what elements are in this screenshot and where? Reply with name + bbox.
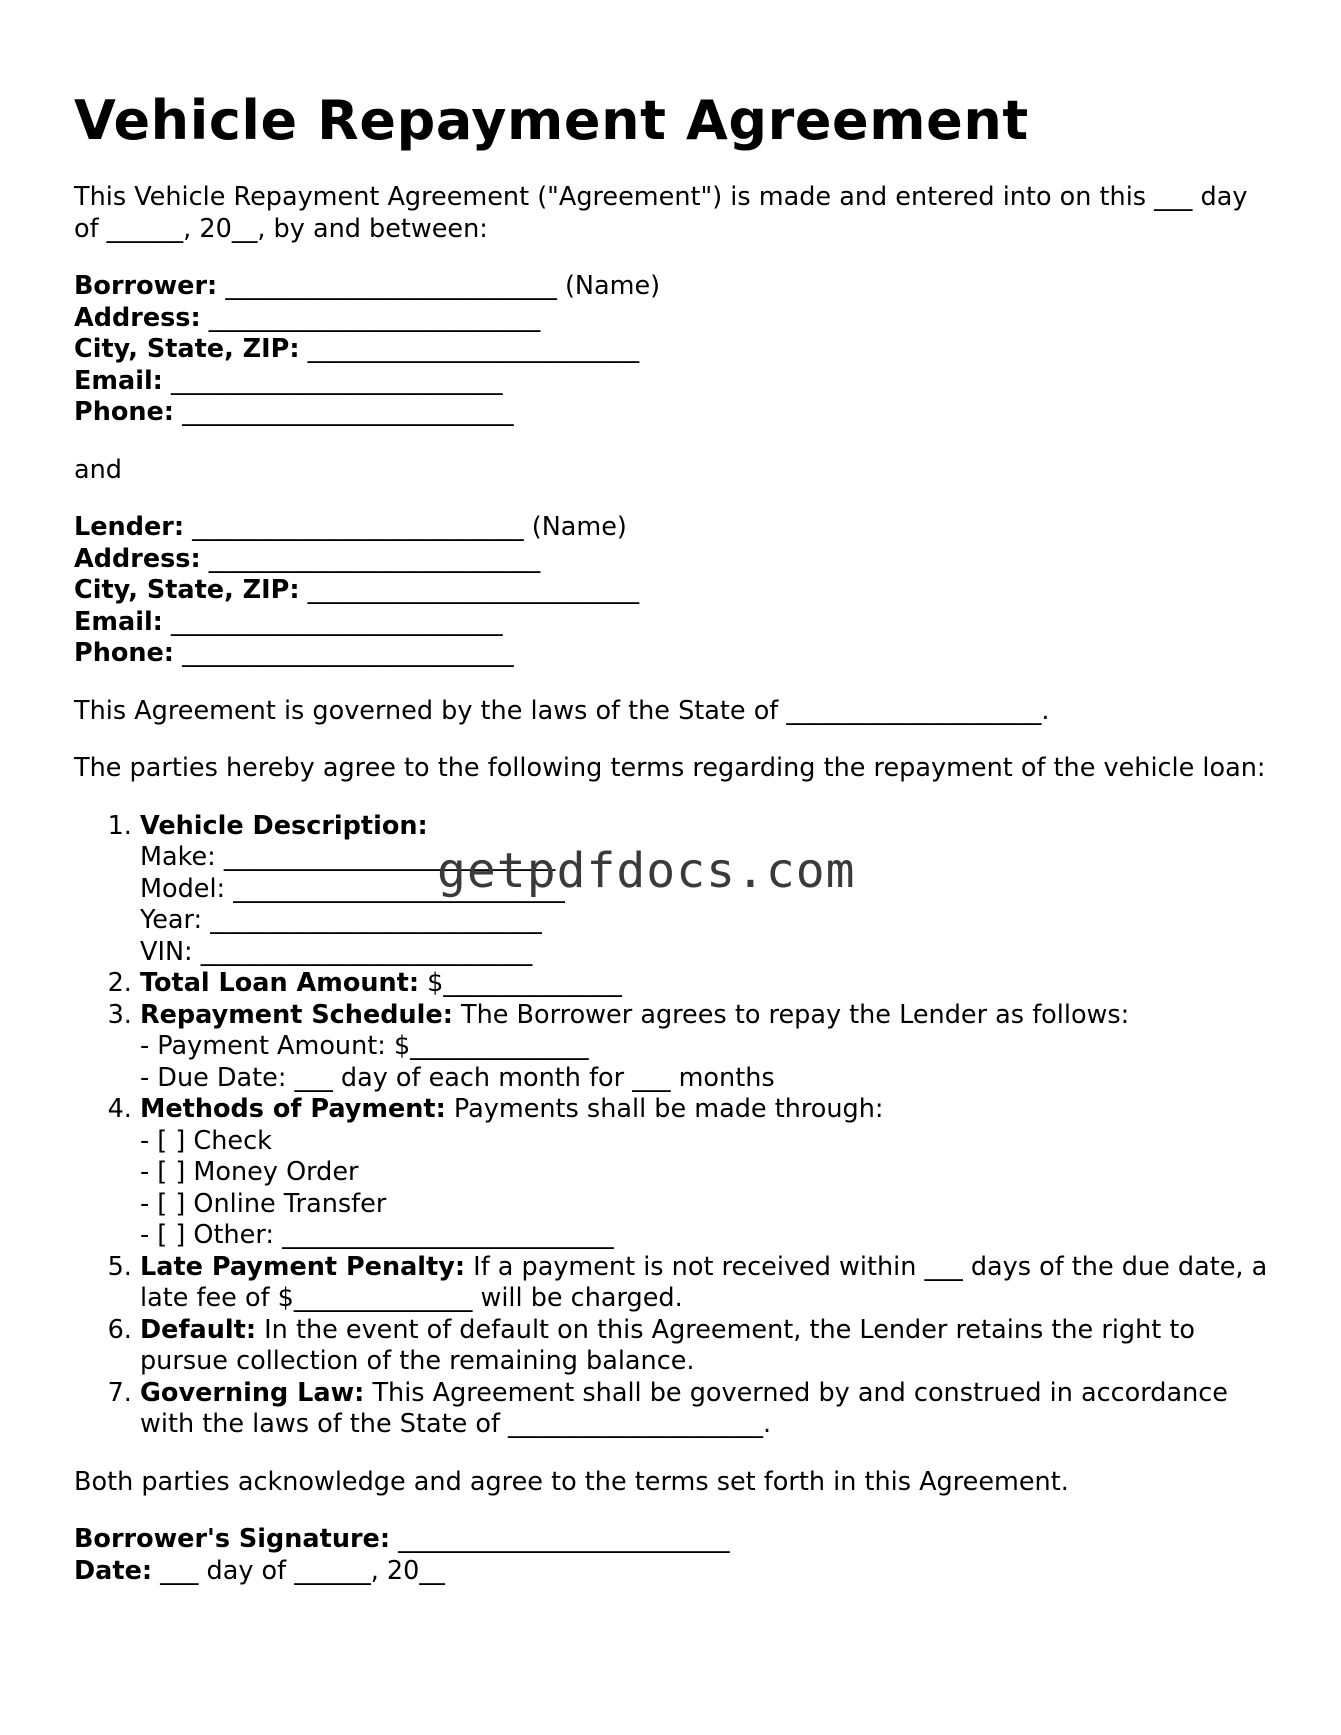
lender-name-label: Lender: [74, 512, 185, 542]
payment-option-online-transfer: - [ ] Online Transfer [140, 1188, 387, 1219]
lender-email-label: Email: [74, 606, 163, 637]
borrower-name-line [74, 271, 1274, 303]
and-text: and [74, 454, 122, 485]
vehicle-make-line: Make: __________________________ [140, 842, 556, 872]
term-3-text: The Borrower agrees to repay the Lender as follows: [452, 999, 1130, 1030]
lender-email-blank: __________________________ [162, 606, 503, 637]
governed-paragraph: This Agreement is governed by the laws of the State of ____________________. [74, 695, 1050, 726]
lender-details [74, 512, 1274, 670]
vehicle-vin-line: VIN: __________________________ [140, 936, 533, 967]
borrower-signature-blank: __________________________ [390, 1524, 730, 1554]
page-title: Vehicle Repayment Agreement [74, 89, 1029, 152]
borrower-city-label: City, State, ZIP: [74, 334, 300, 364]
term-governing-law [140, 1378, 1274, 1441]
lender-phone-label: Phone: [74, 638, 175, 668]
signature-block [74, 1524, 1274, 1587]
borrower-name-blank: __________________________ (Name) [217, 271, 661, 301]
acknowledge-paragraph: Both parties acknowledge and agree to the terms set forth in this Agreement. [74, 1466, 1069, 1497]
borrower-phone-blank: __________________________ [174, 397, 514, 427]
borrower-email-line [74, 366, 1274, 398]
signature-date-label: Date: [74, 1555, 153, 1586]
signature-date-blank: ___ day of ______, 20__ [152, 1555, 445, 1586]
term-5-label: Late Payment Penalty: [140, 1251, 466, 1282]
term-6-label: Default: [140, 1314, 257, 1345]
lender-city-label: City, State, ZIP: [74, 575, 300, 605]
term-5-text: If a payment is not received within ___ days of the due date, a late fee of $______________ will be charged. [140, 1251, 1268, 1313]
term-2-label: Total Loan Amount: [140, 968, 420, 998]
vehicle-model-line: Model: __________________________ [140, 873, 565, 904]
term-default [140, 1315, 1274, 1378]
borrower-address-line [74, 303, 1274, 335]
lender-email-line [74, 607, 1274, 639]
borrower-email-blank: __________________________ [162, 365, 503, 396]
payment-option-money-order: - [ ] Money Order [140, 1157, 359, 1187]
terms-list [74, 811, 1274, 1441]
borrower-details [74, 271, 1274, 429]
signature-date-line [74, 1556, 1274, 1588]
lender-address-label: Address: [74, 543, 201, 574]
term-7-label: Governing Law: [140, 1377, 365, 1408]
term-4-text: Payments shall be made through: [445, 1094, 884, 1124]
term-1-label: Vehicle Description: [140, 810, 428, 841]
lender-address-line [74, 544, 1274, 576]
term-4-label: Methods of Payment: [140, 1094, 446, 1124]
term-3-label: Repayment Schedule: [140, 999, 453, 1030]
lender-city-blank: __________________________ [299, 575, 640, 605]
term-2-text: $______________ [419, 968, 622, 998]
payment-amount-line: - Payment Amount: $______________ [140, 1031, 589, 1061]
watermark: getpdfdocs.com [437, 843, 856, 899]
term-methods-of-payment [140, 1094, 1274, 1252]
lender-city-line [74, 575, 1274, 607]
lender-phone-blank: __________________________ [174, 638, 514, 668]
term-late-payment-penalty [140, 1252, 1274, 1315]
borrower-signature-label: Borrower's Signature: [74, 1524, 391, 1554]
borrower-address-label: Address: [74, 302, 201, 333]
vehicle-year-line: Year: __________________________ [140, 905, 542, 935]
borrower-phone-line [74, 397, 1274, 429]
intro-paragraph: This Vehicle Repayment Agreement ("Agreement") is made and entered into on this ___ day of ______, 20__, by and between: [74, 182, 1248, 244]
term-repayment-schedule [140, 1000, 1274, 1095]
borrower-email-label: Email: [74, 365, 163, 396]
term-6-text: In the event of default on this Agreement, the Lender retains the right to pursue collection of the remaining balance. [140, 1314, 1195, 1376]
borrower-city-blank: __________________________ [299, 334, 640, 364]
borrower-name-label: Borrower: [74, 271, 218, 301]
term-7-text: This Agreement shall be governed by and construed in accordance with the laws of the State of ____________________. [140, 1377, 1228, 1439]
borrower-signature-line [74, 1524, 1274, 1556]
due-date-line: - Due Date: ___ day of each month for ___ months [140, 1062, 775, 1093]
payment-option-other: - [ ] Other: __________________________ [140, 1220, 614, 1250]
terms-intro-paragraph: The parties hereby agree to the following terms regarding the repayment of the vehicle loan: [74, 753, 1266, 783]
term-total-loan-amount [140, 968, 1274, 1000]
borrower-address-blank: __________________________ [200, 302, 541, 333]
lender-address-blank: __________________________ [200, 543, 541, 574]
borrower-city-line [74, 334, 1274, 366]
lender-name-blank: __________________________ (Name) [184, 512, 627, 542]
lender-name-line [74, 512, 1274, 544]
lender-phone-line [74, 638, 1274, 670]
borrower-phone-label: Phone: [74, 397, 175, 427]
payment-option-check: - [ ] Check [140, 1125, 272, 1156]
